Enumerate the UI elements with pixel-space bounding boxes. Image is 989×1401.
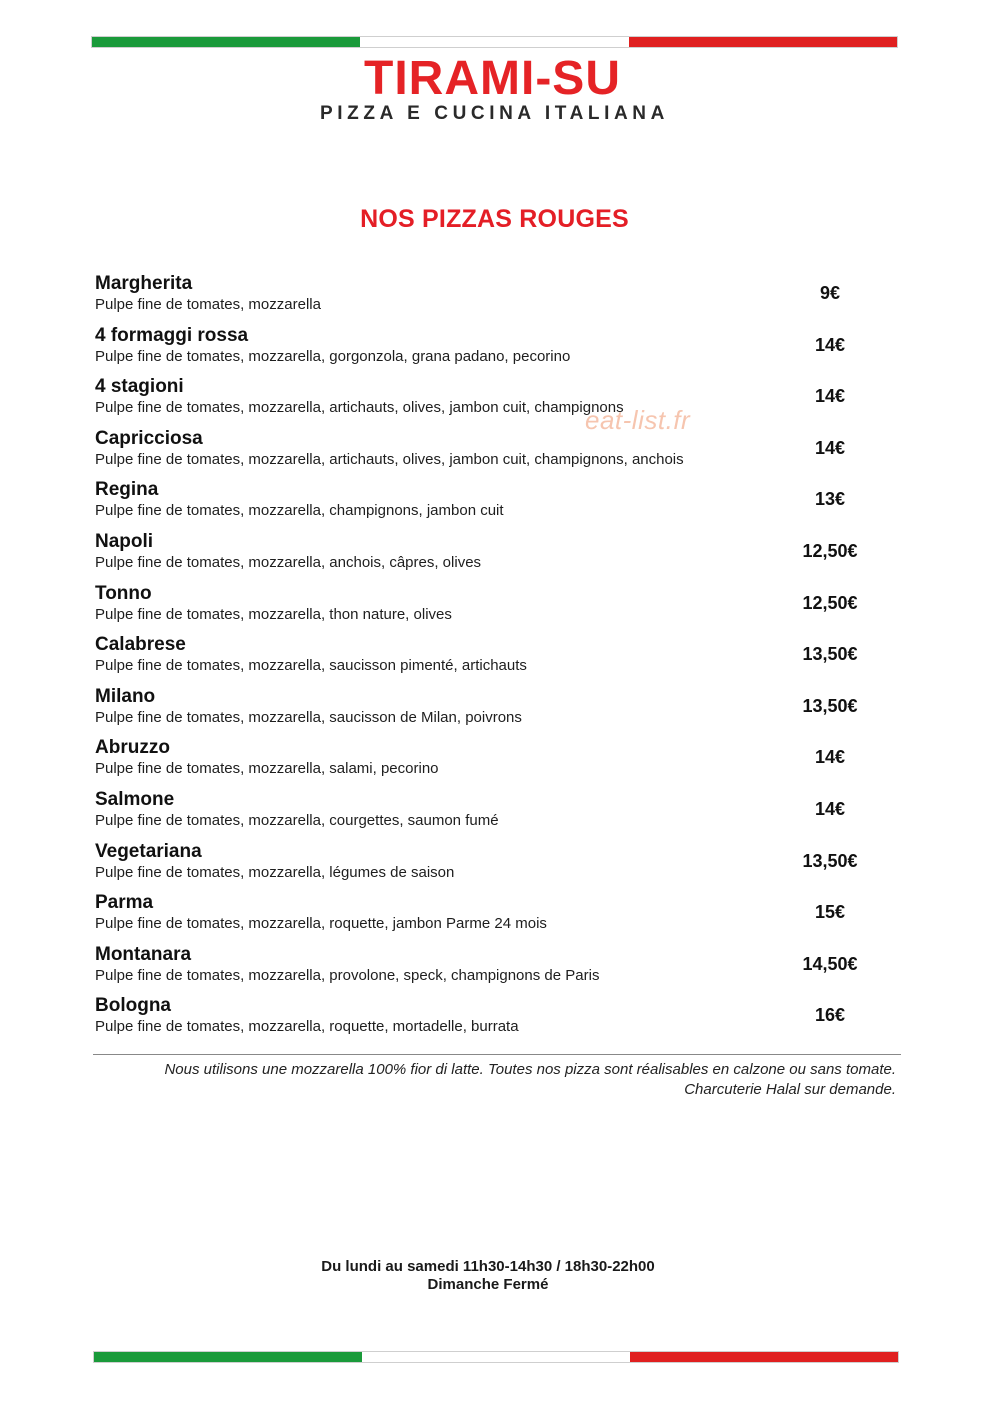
pizza-price: 13,50€ xyxy=(802,695,858,716)
menu-item xyxy=(95,943,885,995)
pizza-description: Pulpe fine de tomates, mozzarella, anchois, câpres, olives xyxy=(95,553,482,571)
menu-item xyxy=(95,994,885,1046)
pizza-name: Parma xyxy=(95,892,154,914)
flag-red-segment xyxy=(629,37,897,47)
opening-hours xyxy=(0,1258,976,1294)
pizza-name: Vegetariana xyxy=(95,840,202,862)
pizza-price: 14€ xyxy=(814,747,846,768)
pizza-description: Pulpe fine de tomates, mozzarella, artichauts, olives, jambon cuit, champignons, anchois xyxy=(95,450,684,468)
pizza-name: Regina xyxy=(95,479,159,501)
pizza-name: 4 formaggi rossa xyxy=(95,324,249,346)
pizza-name: Salmone xyxy=(95,788,175,810)
pizza-price: 12,50€ xyxy=(802,592,858,613)
divider xyxy=(93,1054,901,1055)
italian-flag-bar-top xyxy=(91,36,898,48)
watermark: eat-list.fr xyxy=(585,405,691,435)
pizza-description: Pulpe fine de tomates, mozzarella, roquette, mortadelle, burrata xyxy=(95,1018,519,1036)
pizza-description: Pulpe fine de tomates, mozzarella, saucisson de Milan, poivrons xyxy=(95,708,522,726)
pizza-name: Calabrese xyxy=(95,634,186,656)
pizza-description: Pulpe fine de tomates, mozzarella, saucisson pimenté, artichauts xyxy=(95,657,527,675)
menu-item xyxy=(95,685,885,737)
pizza-description: Pulpe fine de tomates, mozzarella, champignons, jambon cuit xyxy=(95,502,504,520)
flag-white-segment xyxy=(362,1352,630,1362)
menu-notes xyxy=(120,1060,896,1099)
pizza-price: 14,50€ xyxy=(802,953,858,974)
hours-sunday: Dimanche Fermé xyxy=(427,1276,549,1293)
menu-item xyxy=(95,478,885,530)
menu-item xyxy=(95,788,885,840)
pizza-price: 14€ xyxy=(814,334,846,355)
pizza-name: 4 stagioni xyxy=(95,376,184,398)
pizza-name: Margherita xyxy=(95,273,193,294)
pizza-name: Tonno xyxy=(95,582,152,604)
pizza-price: 14€ xyxy=(814,386,846,407)
pizza-price: 12,50€ xyxy=(802,540,858,561)
menu-item xyxy=(95,272,885,324)
menu-item xyxy=(95,324,885,376)
pizza-description: Pulpe fine de tomates, mozzarella, salami, pecorino xyxy=(95,760,439,778)
flag-green-segment xyxy=(94,1352,362,1362)
pizza-name: Abruzzo xyxy=(95,737,170,759)
pizza-name: Bologna xyxy=(95,995,171,1017)
note-halal: Charcuterie Halal sur demande. xyxy=(684,1080,896,1098)
pizza-description: Pulpe fine de tomates, mozzarella, courgettes, saumon fumé xyxy=(95,811,499,829)
flag-white-segment xyxy=(360,37,628,47)
menu-item xyxy=(95,530,885,582)
pizza-price: 13,50€ xyxy=(802,644,858,665)
pizza-name: Napoli xyxy=(95,530,154,552)
flag-red-segment xyxy=(630,1352,898,1362)
restaurant-logo xyxy=(0,52,989,125)
italian-flag-bar-bottom xyxy=(93,1351,899,1363)
pizza-price: 14€ xyxy=(814,798,846,819)
menu-item xyxy=(95,582,885,634)
pizza-description: Pulpe fine de tomates, mozzarella, roquette, jambon Parme 24 mois xyxy=(95,915,547,933)
pizza-description: Pulpe fine de tomates, mozzarella, gorgonzola, grana padano, pecorino xyxy=(95,347,571,365)
menu-item xyxy=(95,427,885,479)
restaurant-name: TIRAMI-SU xyxy=(364,52,621,105)
restaurant-subtitle: PIZZA E CUCINA ITALIANA xyxy=(320,103,669,124)
section-title: NOS PIZZAS ROUGES xyxy=(360,205,629,233)
flag-green-segment xyxy=(92,37,360,47)
pizza-description: Pulpe fine de tomates, mozzarella, provolone, speck, champignons de Paris xyxy=(95,966,600,984)
pizza-name: Montanara xyxy=(95,943,192,965)
pizza-price: 16€ xyxy=(814,1005,846,1026)
pizza-description: Pulpe fine de tomates, mozzarella, légumes de saison xyxy=(95,863,455,881)
pizza-price: 15€ xyxy=(814,902,846,923)
pizza-price: 14€ xyxy=(814,437,846,458)
pizza-price: 13€ xyxy=(814,489,846,510)
menu-item xyxy=(95,840,885,892)
pizza-name: Milano xyxy=(95,685,156,707)
pizza-description: Pulpe fine de tomates, mozzarella xyxy=(95,296,321,313)
menu-item xyxy=(95,633,885,685)
pizza-name: Capricciosa xyxy=(95,427,203,449)
hours-weekdays: Du lundi au samedi 11h30-14h30 / 18h30-22h00 xyxy=(321,1258,655,1275)
menu-item xyxy=(95,375,885,427)
menu-item xyxy=(95,736,885,788)
pizza-price: 9€ xyxy=(819,283,841,303)
note-mozzarella: Nous utilisons une mozzarella 100% fior di latte. Toutes nos pizza sont réalisables en calzone ou sans tomate. xyxy=(164,1061,896,1078)
pizza-price: 13,50€ xyxy=(802,850,858,871)
pizza-description: Pulpe fine de tomates, mozzarella, artichauts, olives, jambon cuit, champignons xyxy=(95,399,624,417)
menu-item xyxy=(95,891,885,943)
pizza-menu-list xyxy=(95,272,885,1046)
pizza-description: Pulpe fine de tomates, mozzarella, thon nature, olives xyxy=(95,605,452,623)
